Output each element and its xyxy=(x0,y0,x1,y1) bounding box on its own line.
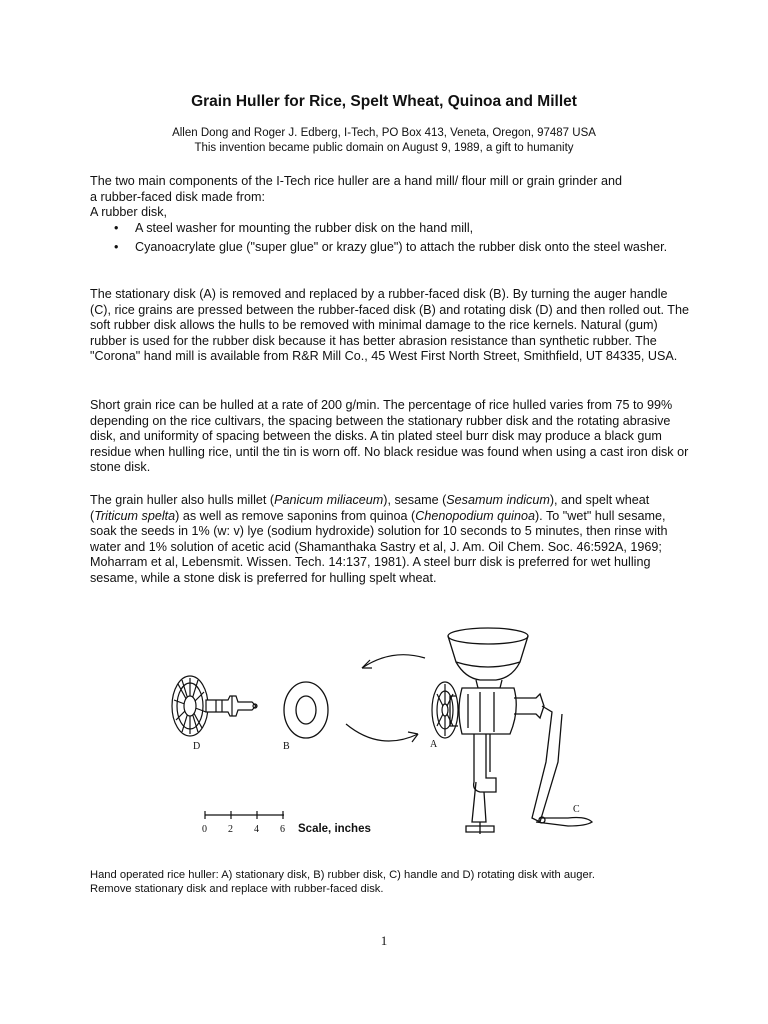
figure-caption xyxy=(90,868,690,896)
species-name: Chenopodium quinoa xyxy=(415,508,535,523)
scale-tick-label: 0 xyxy=(202,824,207,835)
intro-line-3: A rubber disk, xyxy=(90,205,168,220)
list-item-text: A steel washer for mounting the rubber disk on the hand mill, xyxy=(135,221,474,235)
list-item xyxy=(114,240,690,256)
label-b: B xyxy=(283,741,290,752)
document-title: Grain Huller for Rice, Spelt Wheat, Quinoa and Millet xyxy=(191,93,577,110)
rotating-disk-with-auger xyxy=(172,676,257,736)
caption-line-1: Hand operated rice huller: A) stationary disk, B) rubber disk, C) handle and D) rotating disk with auger. xyxy=(90,869,595,881)
paragraph-text: ), and spelt wheat ( xyxy=(90,493,650,523)
list-item-text: Cyanoacrylate glue ("super glue" or krazy glue") to attach the rubber disk onto the steel washer. xyxy=(135,239,668,254)
rubber-disk xyxy=(284,682,328,738)
scale-bar xyxy=(205,811,284,819)
page-number: 1 xyxy=(380,933,388,948)
paragraph-text: ), sesame ( xyxy=(383,493,447,507)
authors-line: Allen Dong and Roger J. Edberg, I-Tech, PO Box 413, Veneta, Oregon, 97487 USA xyxy=(172,127,596,139)
materials-list xyxy=(114,221,690,258)
intro-paragraph xyxy=(90,174,690,221)
label-a: A xyxy=(430,739,438,750)
bullet-icon: • xyxy=(114,221,119,235)
label-c: C xyxy=(573,804,580,815)
paragraph-hulling-rate: Short grain rice can be hulled at a rate of 200 g/min. The percentage of rice hulled varies from 75 to 99% depending on the rice cultivars, the spacing between the stationary rubber disk and the rotating abrasive disk, and uniformity of spacing between the disks. A tin plated steel burr disk may produce a black gum residue when hulling rice, until the tin is worn off. No black residue was found when using a cast iron disk or stone disk. xyxy=(90,398,689,475)
hand-mill xyxy=(448,628,592,834)
label-d: D xyxy=(193,741,201,752)
intro-line-1: The two main components of the I-Tech rice huller are a hand mill/ flour mill or grain grinder and xyxy=(90,174,622,188)
species-name: Panicum miliaceum xyxy=(274,493,384,507)
paragraph-text: ). To "wet" hull sesame, soak the seeds in 1% (w: v) lye (sodium hydroxide) solution for 10 seconds to 5 minutes, then rinse with water and 1% solution of acetic acid (Shamanthaka Sastry et al, J. Am. Oil Chem. Soc. 46:592A, 1969; Moharram et al, Lebensmit. Wissen. Tech. 14:137, 1981). A steel burr disk is preferred for wet hulling sesame, while a stone disk is preferred for hulling spelt wheat. xyxy=(90,508,668,585)
paragraph-text: The grain huller also hulls millet ( xyxy=(90,493,275,507)
paragraph-text: ) as well as remove saponins from quinoa ( xyxy=(175,508,416,523)
stationary-disk xyxy=(432,682,458,738)
scale-tick-label: 4 xyxy=(254,824,259,835)
scale-tick-label: 6 xyxy=(280,824,285,835)
species-name: Sesamum indicum xyxy=(446,493,550,507)
arrow-icon xyxy=(346,724,418,742)
arrow-icon xyxy=(362,655,425,668)
intro-line-2: a rubber-faced disk made from: xyxy=(90,189,265,204)
author-block xyxy=(0,126,768,156)
species-name: Triticum spelta xyxy=(94,508,176,523)
bullet-icon: • xyxy=(114,239,119,254)
scale-label: Scale, inches xyxy=(298,823,371,835)
paragraph-disk-replacement: The stationary disk (A) is removed and replaced by a rubber-faced disk (B). By turning the auger handle (C), rice grains are pressed between the rubber-faced disk (B) and rotating disk (D) and then rolled out. The soft rubber disk allows the hulls to be removed with minimal damage to the rice kernels. Natural (gum) rubber is used for the rubber disk because it has better abrasion resistance than synthetic rubber. The "Corona" hand mill is available from R&R Mill Co., 45 West First North Street, Smithfield, UT 84335, USA. xyxy=(90,287,689,364)
caption-line-2: Remove stationary disk and replace with rubber-faced disk. xyxy=(90,883,384,895)
huller-diagram xyxy=(160,622,620,847)
list-item xyxy=(114,221,690,237)
public-domain-line: This invention became public domain on August 9, 1989, a gift to humanity xyxy=(194,142,574,154)
scale-tick-label: 2 xyxy=(228,824,233,835)
paragraph-other-grains xyxy=(90,493,690,587)
